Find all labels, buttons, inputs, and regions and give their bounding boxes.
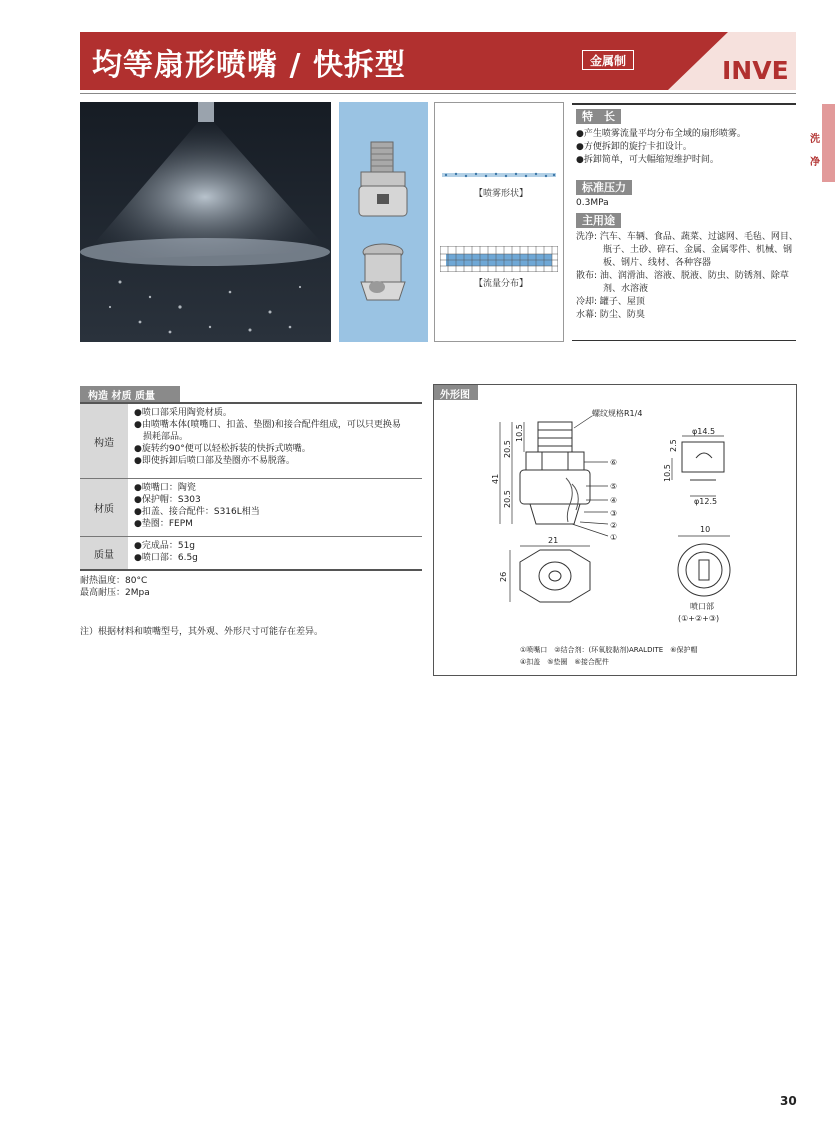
drawing-legend-line: ①喷嘴口 ②结合剂：(环氧胶黏剂)ARALDITE ⑥保护帽: [520, 646, 698, 654]
feature-label: 特 长: [576, 109, 621, 124]
heat-resistance-note: 耐热温度：80°C: [80, 576, 148, 586]
header-divider: [80, 93, 796, 94]
product-photo: [339, 102, 428, 342]
dim-label: 26: [499, 571, 508, 582]
dim-label: 10.5: [515, 424, 524, 442]
tip-section: [530, 504, 580, 524]
thread-spec-label: 螺纹规格R1/4: [592, 409, 643, 418]
spray-shape-figure: [440, 168, 558, 182]
callout-1: ①: [610, 533, 618, 542]
brand-logo: INVE: [722, 56, 789, 85]
spec-row-head: 构造: [80, 404, 128, 478]
spec-line: ●喷嘴口：陶瓷: [134, 483, 196, 493]
outline-drawing-label: 外形图: [440, 390, 470, 401]
page-number: 30: [780, 1094, 797, 1108]
nozzle-part-label: 喷口部: [690, 602, 714, 611]
features-bottom-rule: [572, 340, 796, 341]
dim-label: 20.5: [503, 440, 512, 458]
spray-pattern-panel: [434, 102, 564, 342]
spec-line: ●垫圈：FEPM: [134, 519, 193, 529]
spec-row-head: 材质: [80, 479, 128, 536]
feature-item: ●方便拆卸的旋拧卡扣设计。: [576, 142, 692, 152]
usage-label: 主用途: [576, 213, 621, 228]
front-view: [520, 550, 590, 602]
spec-row-head: 质量: [80, 537, 128, 569]
outline-drawing: [434, 400, 796, 675]
pressure-label: 标准压力: [576, 180, 632, 195]
side-tab[interactable]: [822, 104, 835, 182]
hex-section: [526, 452, 584, 470]
callout-6: ⑥: [610, 458, 618, 467]
material-badge: 金属制: [582, 50, 634, 70]
dim-label: 20.5: [503, 490, 512, 508]
flow-distribution-caption: 【流量分布】: [474, 279, 529, 289]
spec-line: ●扣盖、接合配件：S316L相当: [134, 507, 260, 517]
usage-line: 洗净: 汽车、车辆、食品、蔬菜、过滤网、毛毡、网目、: [576, 232, 798, 242]
usage-line: 剂、水溶液: [576, 284, 649, 294]
usage-line: 板、钢片、线材、各种容器: [576, 258, 712, 268]
spec-row-body: [134, 407, 418, 467]
dim-label: 10: [700, 525, 711, 534]
nozzle-part-formula: (①+②+③): [678, 614, 720, 623]
dim-label: 2.5: [669, 439, 678, 452]
spec-line: ●完成品：51g: [134, 541, 196, 551]
usage-line: 冷却: 罐子、屋顶: [576, 297, 645, 307]
max-pressure-note: 最高耐压：2Mpa: [80, 588, 150, 598]
spec-row-material: [80, 479, 422, 537]
drawing-legend-line: ④扣盖 ⑤垫圈 ⑥接合配件: [520, 658, 609, 666]
dim-label: φ12.5: [694, 497, 718, 506]
spec-notes: [80, 575, 150, 599]
usage-line: 水幕: 防尘、防臭: [576, 310, 645, 320]
pressure-value: 0.3MPa: [576, 198, 609, 208]
feature-item: ●拆卸简单，可大幅缩短维护时间。: [576, 155, 719, 165]
usage-line: 散布: 油、润滑油、溶液、脱液、防虫、防锈剂、除草: [576, 271, 789, 281]
spec-line: ●喷口部采用陶瓷材质。: [134, 408, 232, 418]
spec-row-body: [134, 482, 418, 530]
side-tab-char-2: 净: [810, 157, 820, 168]
spec-row-body: [134, 540, 418, 564]
spec-line: ●旋转约90°便可以轻松拆装的快拆式喷嘴。: [134, 444, 311, 454]
page-title: 均等扇形喷嘴 / 快拆型: [92, 48, 406, 83]
features-top-rule: [572, 103, 796, 105]
usage-line: 瓶子、土砂、碎石、金属、金属零件、机械、钢: [576, 245, 793, 255]
dim-label: 21: [548, 536, 559, 545]
dim-label: 10.5: [663, 464, 672, 482]
spec-row-structure: [80, 404, 422, 479]
feature-item: ●产生喷雾流量平均分布全域的扇形喷雾。: [576, 129, 746, 139]
spec-row-weight: [80, 537, 422, 571]
spec-line: ●由喷嘴本体(喷嘴口、扣盖、垫圈)和接合配件组成，可以只更换易: [134, 420, 401, 430]
callout-4: ④: [610, 496, 618, 505]
callout-3: ③: [610, 509, 618, 518]
flow-distribution-figure: [440, 246, 558, 272]
dim-label: 41: [491, 473, 500, 484]
spec-line: 损耗部品。: [134, 432, 189, 442]
spec-line: ●保护帽：S303: [134, 495, 201, 505]
spec-line: ●即使拆卸后喷口部及垫圈亦不易脱落。: [134, 456, 295, 466]
callout-5: ⑤: [610, 482, 618, 491]
spec-table-title: 构造 材质 质量: [88, 391, 155, 402]
thread-section: [538, 422, 572, 452]
callout-2: ②: [610, 521, 618, 530]
usage-list: [576, 231, 798, 322]
spray-photo: [80, 102, 331, 342]
spray-shape-caption: 【喷雾形状】: [474, 189, 529, 199]
dim-label: φ14.5: [692, 427, 716, 436]
spec-line: ●喷口部：6.5g: [134, 553, 198, 563]
side-view: [682, 442, 724, 472]
feature-list: [576, 128, 796, 167]
cap-section: [520, 470, 590, 504]
side-tab-char-1: 洗: [810, 134, 820, 145]
footnote: 注）根据材料和喷嘴型号，其外观、外形尺寸可能存在差异。: [80, 627, 324, 637]
